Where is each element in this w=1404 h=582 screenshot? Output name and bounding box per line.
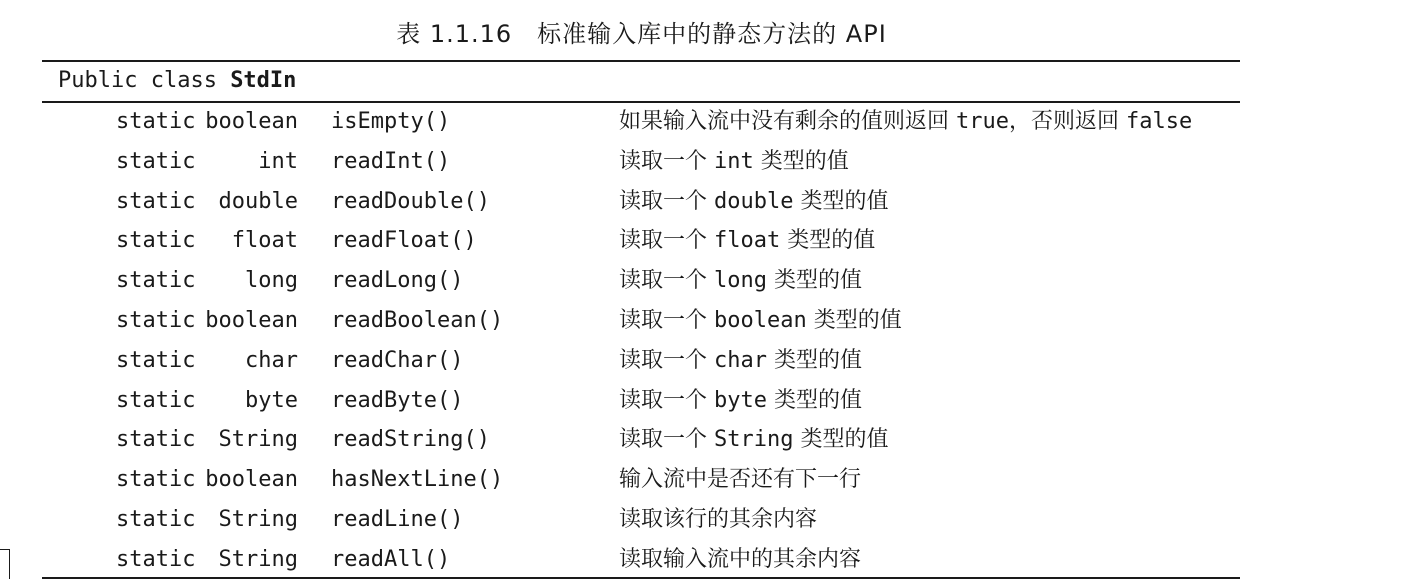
description-code: long: [714, 268, 767, 294]
table-row: [0, 422, 1300, 462]
table-header: [58, 66, 296, 96]
description-cell: [619, 422, 888, 458]
description-text: 如果输入流中没有剩余的值则返回: [619, 109, 956, 134]
method-signature-cell: readLine(): [331, 507, 464, 532]
modifier-cell: static: [116, 148, 196, 174]
description-text: 读取一个: [619, 347, 714, 373]
description-code: boolean: [714, 308, 807, 333]
return-type-cell: int: [258, 148, 298, 174]
description-code: int: [714, 148, 754, 174]
method-signature-cell: readBoolean(): [331, 308, 504, 333]
description-cell: [619, 542, 861, 578]
table-row: [0, 303, 1300, 343]
description-text: 读取一个: [619, 228, 714, 254]
description-text: 读取该行的其余内容: [619, 507, 818, 532]
description-text: 类型的值: [766, 387, 862, 413]
description-text: 读取一个: [619, 308, 714, 333]
method-signature-cell: readChar(): [331, 347, 464, 373]
method-signature-cell: readLong(): [331, 268, 464, 294]
return-type-cell: float: [231, 228, 298, 254]
description-code: String: [714, 427, 794, 453]
table-row: [0, 343, 1300, 383]
description-text: 读取一个: [619, 387, 714, 413]
table-bottom-rule: [42, 577, 1240, 579]
description-cell: [619, 144, 849, 180]
table-row: [0, 184, 1300, 224]
description-text: 读取一个: [619, 188, 714, 214]
table-row: [0, 462, 1300, 502]
modifier-cell: static: [116, 546, 196, 572]
return-type-cell: double: [218, 188, 298, 214]
table-row: [0, 104, 1300, 144]
method-signature-cell: isEmpty(): [331, 109, 451, 134]
table-row: [0, 502, 1300, 542]
return-type-cell: boolean: [205, 308, 298, 333]
method-signature-cell: readInt(): [331, 148, 451, 174]
return-type-cell: boolean: [205, 467, 298, 493]
description-code: char: [714, 347, 767, 373]
table-row: [0, 144, 1300, 184]
table-top-rule: [42, 60, 1240, 62]
method-signature-cell: hasNextLine(): [331, 467, 504, 493]
method-signature-cell: readAll(): [331, 546, 451, 572]
return-type-cell: byte: [245, 387, 298, 413]
description-text: 读取一个: [619, 148, 714, 174]
description-text: 读取一个: [619, 427, 714, 453]
header-class-name: StdIn: [230, 68, 297, 93]
description-text: 类型的值: [766, 268, 862, 294]
description-text: 类型的值: [806, 308, 902, 333]
description-cell: [619, 462, 861, 498]
description-text: 输入流中是否还有下一行: [619, 467, 862, 493]
table-row: [0, 383, 1300, 423]
modifier-cell: static: [116, 467, 196, 493]
description-text: 读取输入流中的其余内容: [619, 546, 862, 572]
description-cell: [619, 383, 862, 419]
description-text: 类型的值: [793, 188, 889, 214]
table-header-rule: [42, 101, 1240, 103]
description-cell: [619, 223, 875, 259]
table-row: [0, 542, 1300, 582]
header-prefix: Public class: [58, 68, 231, 93]
page-edge-mark: [0, 549, 10, 579]
return-type-cell: String: [218, 427, 298, 453]
table-caption: 表 1.1.16 标准输入库中的静态方法的 API: [396, 20, 887, 48]
modifier-cell: static: [116, 268, 196, 294]
return-type-cell: char: [245, 347, 298, 373]
description-cell: [619, 502, 817, 538]
method-signature-cell: readString(): [331, 427, 490, 453]
modifier-cell: static: [116, 109, 196, 134]
description-cell: [619, 263, 862, 299]
description-text: ，否则返回: [1008, 109, 1126, 134]
modifier-cell: static: [116, 507, 196, 532]
description-text: 类型的值: [793, 427, 889, 453]
description-text: 类型的值: [766, 347, 862, 373]
modifier-cell: static: [116, 188, 196, 214]
return-type-cell: boolean: [205, 109, 298, 134]
description-cell: [619, 303, 902, 339]
description-cell: [619, 343, 862, 379]
return-type-cell: String: [218, 546, 298, 572]
modifier-cell: static: [116, 308, 196, 333]
method-signature-cell: readFloat(): [331, 228, 477, 254]
description-code: double: [714, 188, 794, 214]
modifier-cell: static: [116, 427, 196, 453]
return-type-cell: String: [218, 507, 298, 532]
description-text: 类型的值: [753, 148, 849, 174]
return-type-cell: long: [245, 268, 298, 294]
description-cell: [619, 184, 888, 220]
modifier-cell: static: [116, 387, 196, 413]
table-row: [0, 263, 1300, 303]
method-signature-cell: readByte(): [331, 387, 464, 413]
description-code: byte: [714, 387, 767, 413]
description-code: true: [956, 109, 1009, 134]
description-code: false: [1125, 109, 1193, 134]
description-code: float: [714, 228, 781, 254]
modifier-cell: static: [116, 228, 196, 254]
description-text: 类型的值: [780, 228, 876, 254]
method-signature-cell: readDouble(): [331, 188, 490, 214]
description-text: 读取一个: [619, 268, 714, 294]
description-cell: [619, 104, 1192, 140]
modifier-cell: static: [116, 347, 196, 373]
table-row: [0, 223, 1300, 263]
